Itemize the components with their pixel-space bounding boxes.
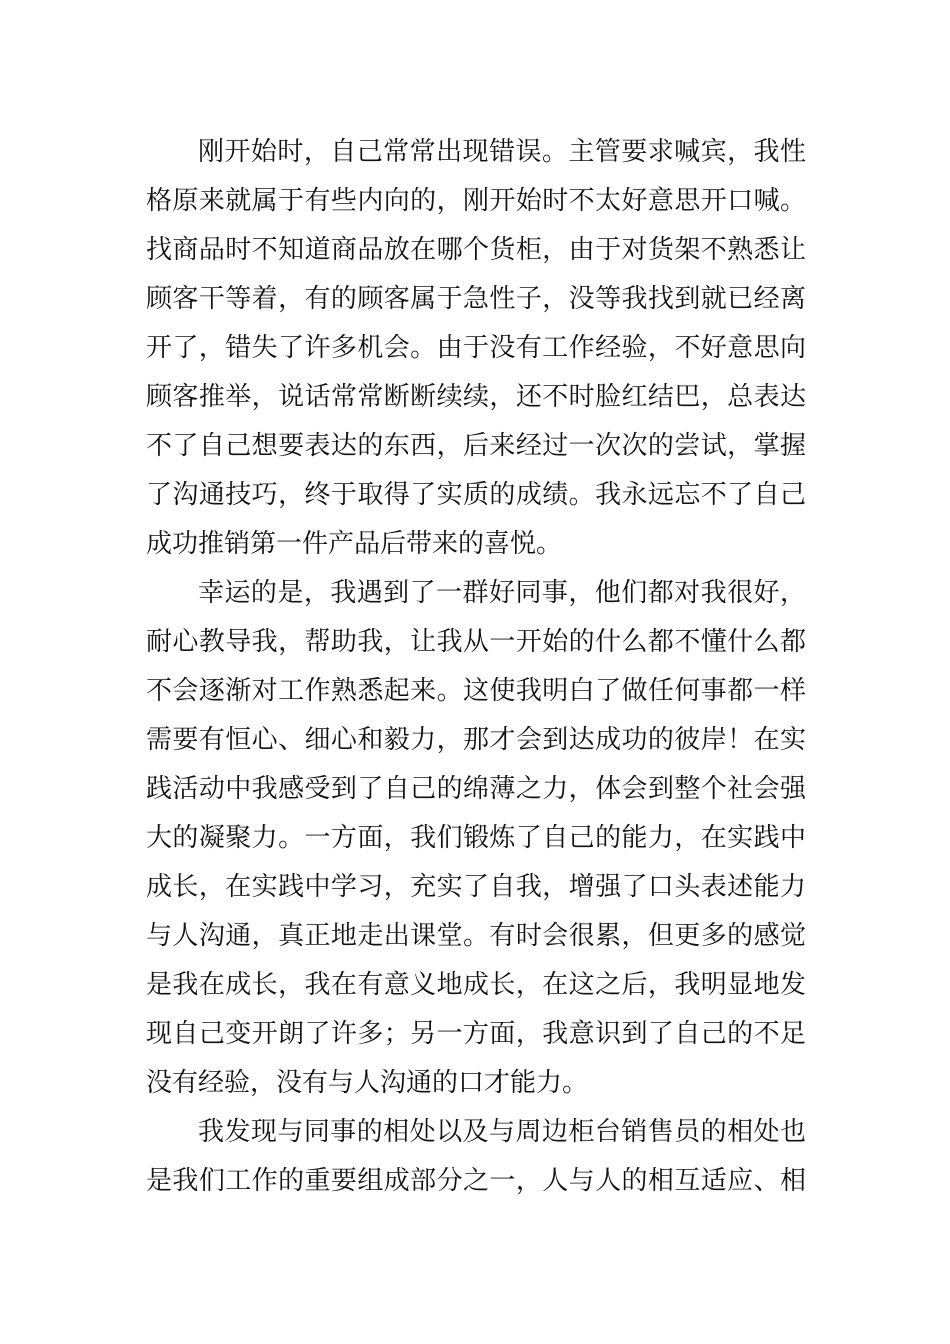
paragraph-line: 顾客推举，说话常常断断续续，还不时脸红结巴，总表达 <box>146 382 806 412</box>
paragraph-line: 不会逐渐对工作熟悉起来。这使我明白了做任何事都一样 <box>146 676 806 706</box>
paragraph-line: 顾客干等着，有的顾客属于急性子，没等我找到就已经离 <box>146 284 806 314</box>
paragraph-line: 是我们工作的重要组成部分之一，人与人的相互适应、相 <box>146 1166 806 1196</box>
paragraph-line: 了沟通技巧，终于取得了实质的成绩。我永远忘不了自己 <box>146 480 806 510</box>
paragraph-line: 是我在成长，我在有意义地成长，在这之后，我明显地发 <box>146 970 806 1000</box>
paragraph-line: 格原来就属于有些内向的，刚开始时不太好意思开口喊。 <box>146 186 806 216</box>
paragraph-line: 不了自己想要表达的东西，后来经过一次次的尝试，掌握 <box>146 431 806 461</box>
paragraph-first-line: 幸运的是，我遇到了一群好同事，他们都对我很好， <box>198 578 806 608</box>
paragraph-line: 需要有恒心、细心和毅力，那才会到达成功的彼岸！在实 <box>146 725 806 755</box>
paragraph-line: 与人沟通，真正地走出课堂。有时会很累，但更多的感觉 <box>146 921 806 951</box>
paragraph-line: 开了，错失了许多机会。由于没有工作经验，不好意思向 <box>146 333 806 363</box>
paragraph-first-line: 刚开始时，自己常常出现错误。主管要求喊宾，我性 <box>198 137 806 167</box>
paragraph-line: 践活动中我感受到了自己的绵薄之力，体会到整个社会强 <box>146 774 806 804</box>
paragraph-line: 大的凝聚力。一方面，我们锻炼了自己的能力，在实践中 <box>146 823 806 853</box>
paragraph-line: 没有经验，没有与人沟通的口才能力。 <box>146 1068 589 1098</box>
paragraph-line: 成长，在实践中学习，充实了自我，增强了口头表述能力 <box>146 872 806 902</box>
paragraph-first-line: 我发现与同事的相处以及与周边柜台销售员的相处也 <box>198 1117 806 1147</box>
paragraph-line: 现自己变开朗了许多；另一方面，我意识到了自己的不足 <box>146 1019 806 1049</box>
paragraph-line: 耐心教导我，帮助我，让我从一开始的什么都不懂什么都 <box>146 627 806 657</box>
paragraph-line: 找商品时不知道商品放在哪个货柜，由于对货架不熟悉让 <box>146 235 806 265</box>
paragraph-line: 成功推销第一件产品后带来的喜悦。 <box>146 529 563 559</box>
